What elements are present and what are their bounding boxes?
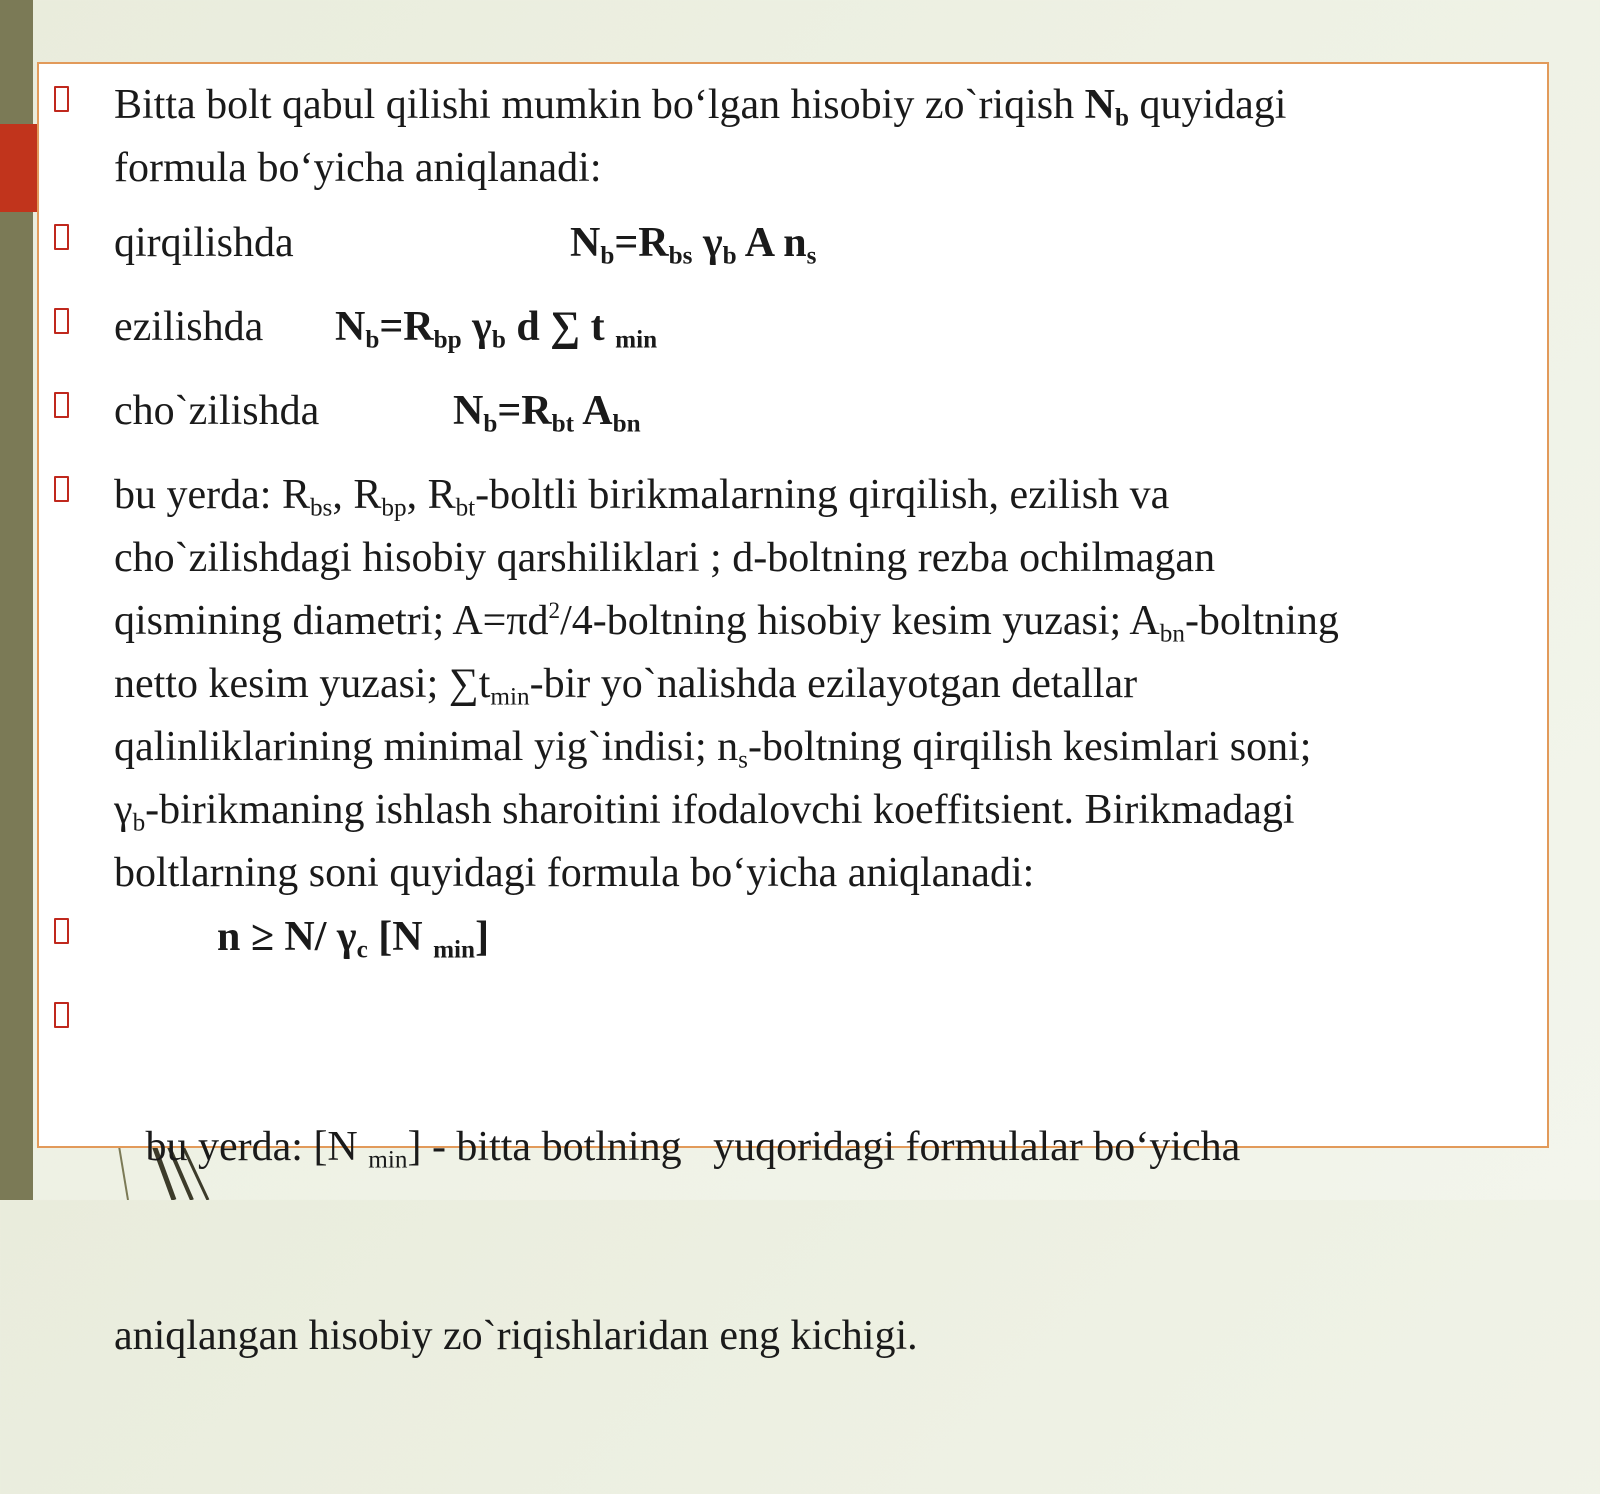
- subscript: b: [365, 326, 380, 354]
- text-line: [114, 1305, 1529, 1368]
- text-line: [114, 137, 1529, 200]
- subscript: b: [600, 242, 615, 270]
- subscript: bt: [455, 494, 476, 522]
- text-span: qismining diametri; A=πd: [114, 598, 549, 644]
- subscript: bn: [1159, 620, 1185, 648]
- text-span: -birikmaning ishlash sharoitini ifodalovchi koeffitsient. Birikmadagi: [145, 787, 1295, 833]
- subscript: c: [356, 936, 368, 964]
- subscript: b: [491, 326, 506, 354]
- text-line: [114, 74, 1529, 137]
- formula-symbol: [1084, 82, 1129, 132]
- text-span: qalinliklarining minimal yig`indisi; n: [114, 724, 739, 770]
- text-span: γ: [472, 304, 492, 350]
- text-span: γ: [702, 220, 723, 266]
- text-span: -boltning: [1184, 598, 1339, 644]
- text-line: [114, 716, 1529, 779]
- content-box: [37, 62, 1549, 1359]
- formula: [335, 296, 657, 359]
- text-span: =R: [379, 304, 434, 350]
- text-span: [N: [367, 914, 434, 960]
- subscript: b: [1114, 104, 1129, 132]
- text-span: N: [1084, 82, 1115, 128]
- text-span: n ≥ N/ γ: [217, 914, 357, 960]
- paragraph-text: [114, 296, 1529, 359]
- text-span: d ∑ t: [516, 304, 605, 350]
- paragraph-text: [114, 990, 1529, 1494]
- text-span: N: [570, 220, 601, 266]
- bullet-icon: [54, 224, 69, 250]
- text-span: N: [453, 388, 484, 434]
- paragraph-text: [114, 464, 1529, 905]
- text-span: cho`zilishdagi hisobiy qarshiliklari ; d-boltning rezba ochilmagan: [114, 535, 1216, 581]
- text-span: A: [582, 388, 613, 434]
- bullet-icon: [54, 392, 69, 418]
- text-span: N: [335, 304, 366, 350]
- text-line: [114, 653, 1529, 716]
- subscript: s: [738, 746, 748, 774]
- text-span: /4-boltning hisobiy kesim yuzasi; A: [560, 598, 1160, 644]
- formula: [217, 906, 489, 969]
- subscript: min: [368, 1146, 408, 1174]
- text-span: bu yerda: [N: [114, 1124, 369, 1170]
- subscript: s: [806, 242, 817, 270]
- text-span: bu yerda: R: [114, 472, 310, 518]
- paragraph-text: [114, 212, 1529, 275]
- text-line: [114, 1116, 1529, 1179]
- text-span: -bir yo`nalishda ezilayotgan detallar: [529, 661, 1138, 707]
- subscript: b: [483, 410, 498, 438]
- subscript: bs: [668, 242, 693, 270]
- bullet-icon: [54, 1002, 69, 1028]
- subscript: bn: [612, 410, 641, 438]
- text-span: formula bo‘yicha aniqlanadi:: [114, 145, 602, 191]
- paragraph-text: [114, 74, 1529, 200]
- text-span: cho`zilishda: [114, 388, 320, 434]
- text-span: qirqilishda: [114, 220, 294, 266]
- left-accent-block: [0, 124, 37, 212]
- subscript: min: [615, 326, 658, 354]
- subscript: bp: [433, 326, 462, 354]
- text-span: -boltli birikmalarning qirqilish, ezilish va: [475, 472, 1170, 518]
- text-line: [114, 842, 1529, 905]
- subscript: b: [132, 809, 146, 837]
- bullet-icon: [54, 308, 69, 334]
- paragraph-text: [114, 380, 1529, 443]
- text-span: -boltning qirqilish kesimlari soni;: [747, 724, 1312, 770]
- text-span: ] - bitta botlning yuqoridagi formulalar bo‘yicha: [407, 1124, 1241, 1170]
- text-line: [114, 464, 1529, 527]
- subscript: min: [433, 936, 476, 964]
- text-line: [114, 590, 1529, 653]
- bullet-icon: [54, 86, 69, 112]
- text-line: [114, 779, 1529, 842]
- subscript: b: [722, 242, 737, 270]
- bullet-icon: [54, 918, 69, 944]
- text-span: A n: [744, 220, 807, 266]
- text-span: ]: [475, 914, 490, 960]
- text-span: ezilishda: [114, 304, 264, 350]
- subscript: min: [490, 683, 530, 711]
- text-span: Bitta bolt qabul qilishi mumkin bo‘lgan hisobiy zo`riqish: [114, 82, 1085, 128]
- text-span: boltlarning soni quyidagi formula bo‘yicha aniqlanadi:: [114, 850, 1035, 896]
- text-span: =R: [614, 220, 669, 266]
- text-span: γ: [114, 787, 133, 833]
- text-span: =R: [497, 388, 552, 434]
- text-line: [114, 527, 1529, 590]
- text-span: , R: [406, 472, 456, 518]
- text-span: , R: [332, 472, 382, 518]
- text-span: netto kesim yuzasi; ∑t: [114, 661, 491, 707]
- formula: [453, 380, 641, 443]
- subscript: bs: [309, 494, 333, 522]
- formula: [570, 212, 816, 275]
- subscript: bt: [551, 410, 575, 438]
- text-span: quyidagi: [1128, 82, 1287, 128]
- subscript: bp: [381, 494, 407, 522]
- superscript: 2: [548, 596, 561, 623]
- text-span: aniqlangan hisobiy zo`riqishlaridan eng kichigi.: [114, 1313, 918, 1359]
- bullet-icon: [54, 476, 69, 502]
